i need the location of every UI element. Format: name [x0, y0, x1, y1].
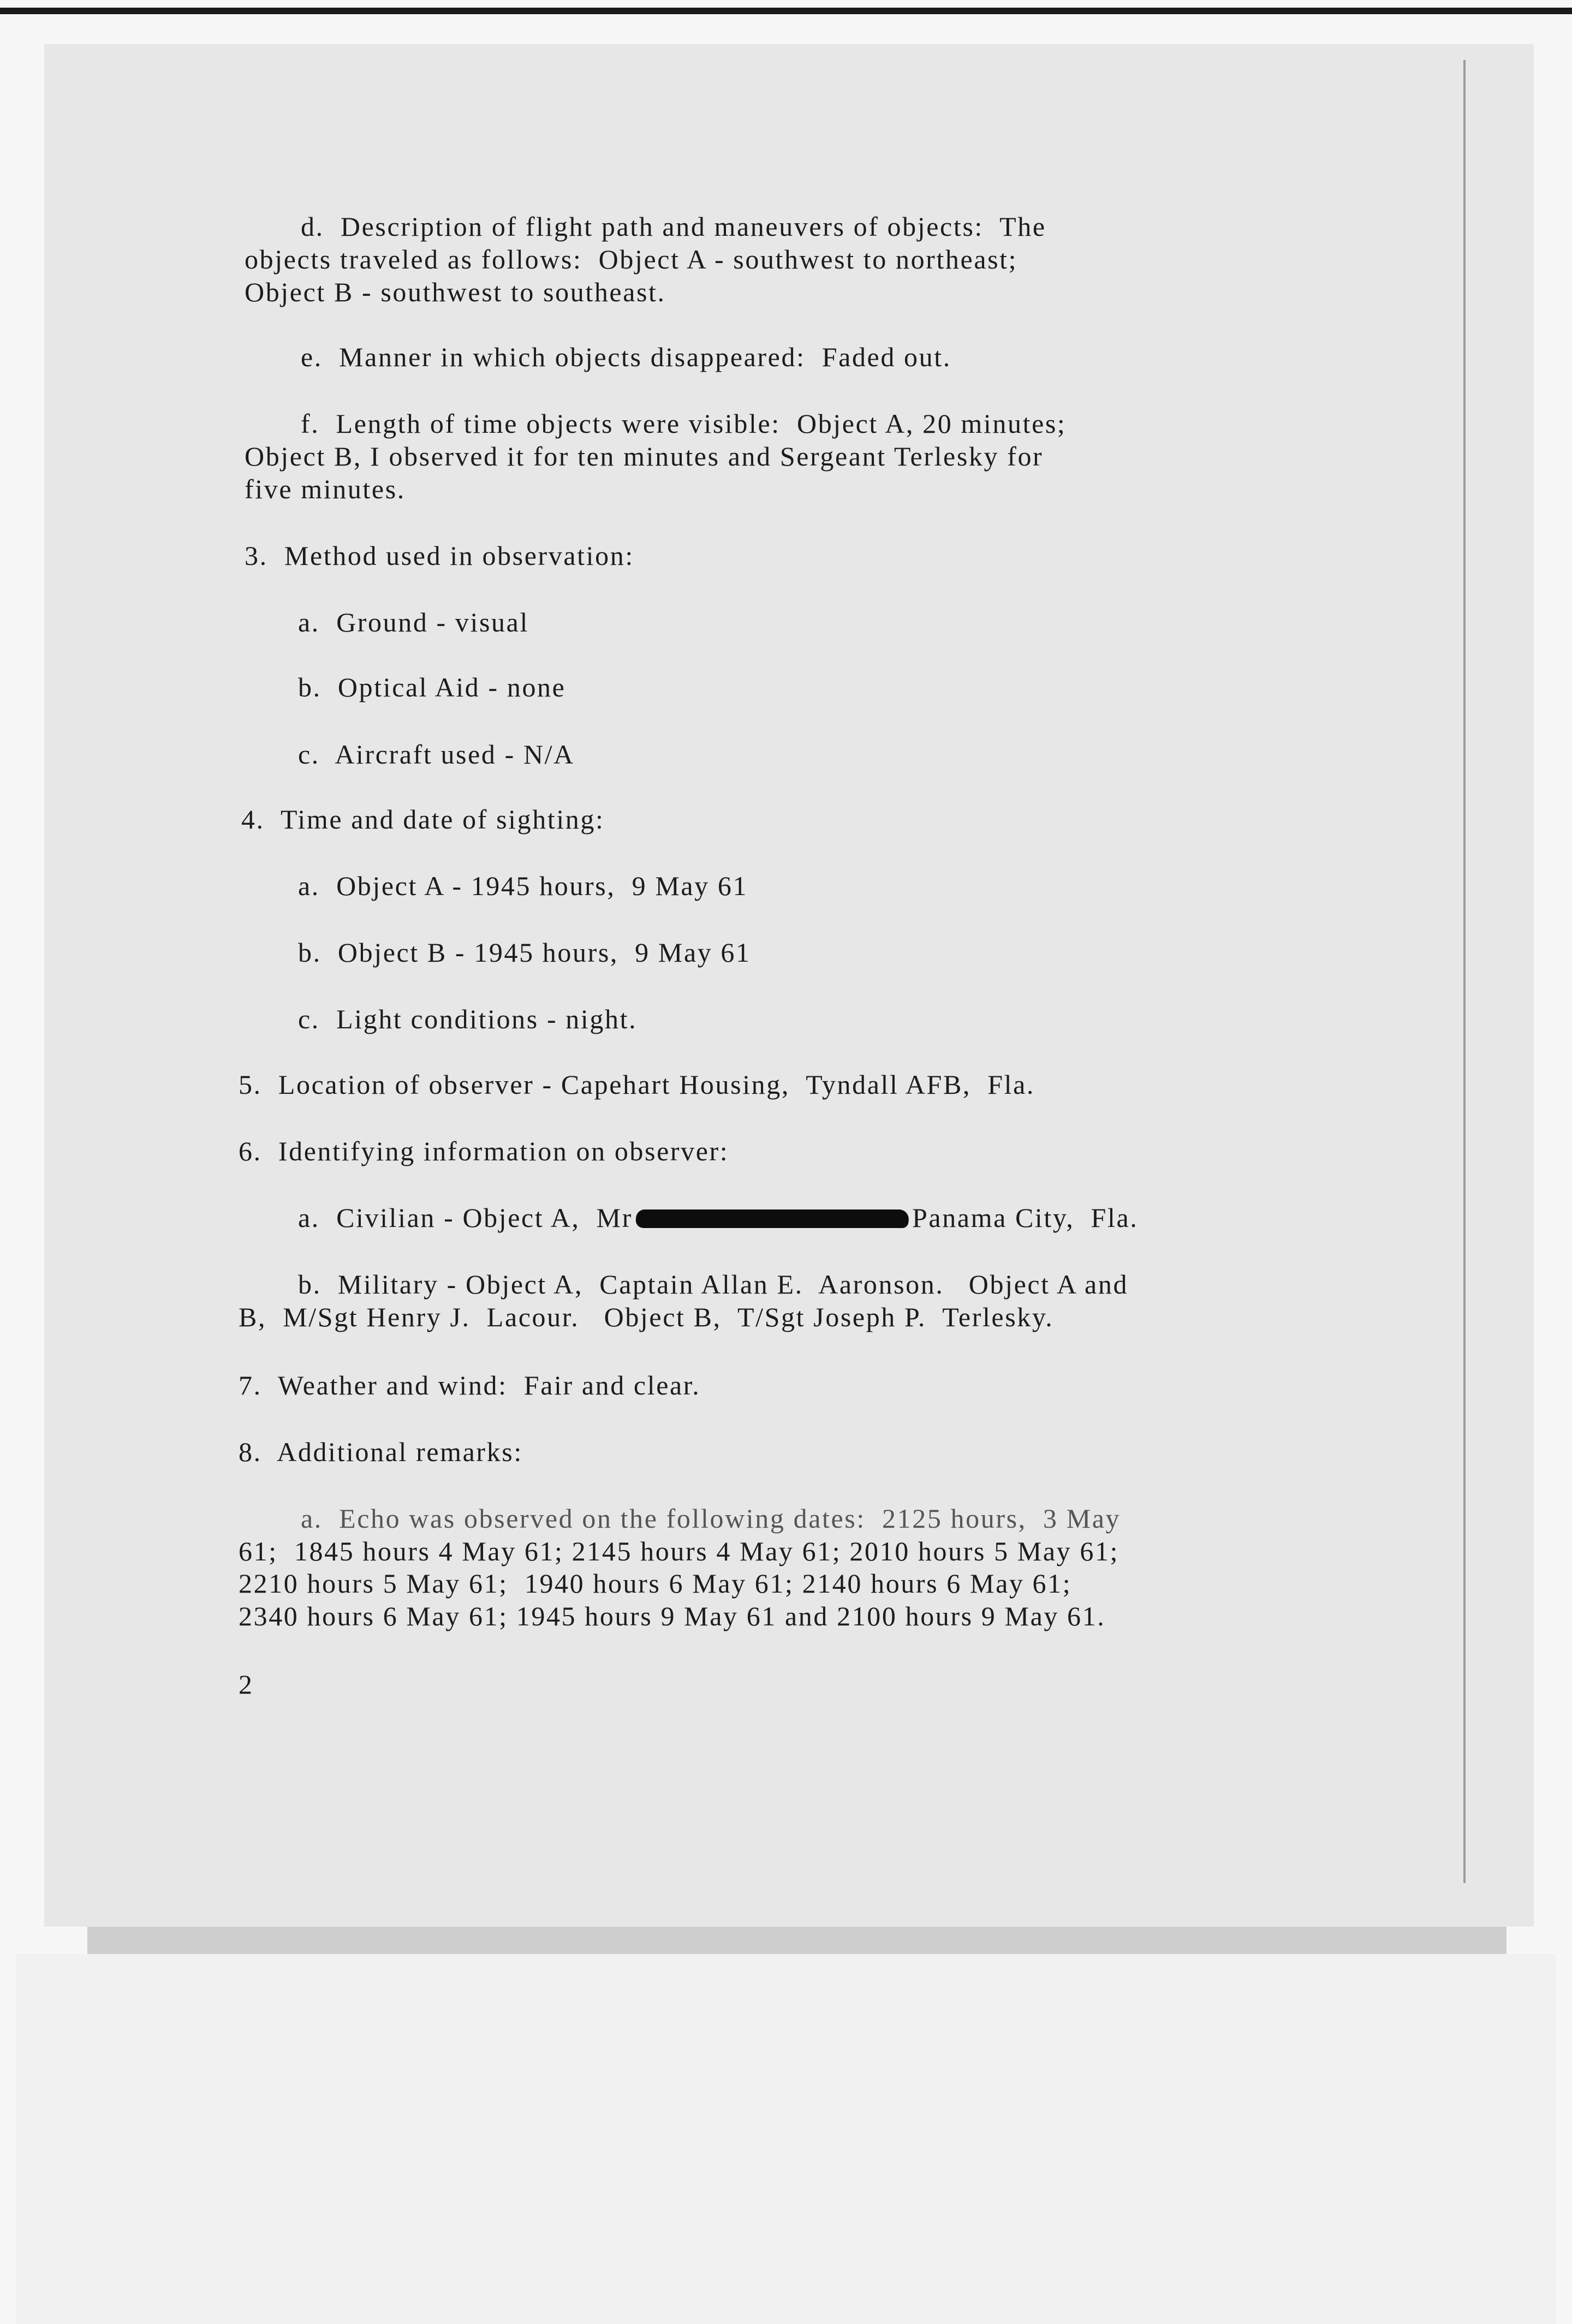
section-8-heading: 8. Additional remarks: [239, 1437, 523, 1467]
item-8a-line-3: 2210 hours 5 May 61; 1940 hours 6 May 61; 2140 hours 6 May 61; [239, 1568, 1072, 1599]
item-3a: a. Ground - visual [298, 607, 529, 637]
item-4b: b. Object B - 1945 hours, 9 May 61 [298, 937, 751, 968]
item-8a-line-4: 2340 hours 6 May 61; 1945 hours 9 May 61 and 2100 hours 9 May 61. [239, 1601, 1106, 1631]
item-8a-line-2: 61; 1845 hours 4 May 61; 2145 hours 4 May 61; 2010 hours 5 May 61; [239, 1536, 1120, 1566]
section-5: 5. Location of observer - Capehart Housing, Tyndall AFB, Fla. [239, 1069, 1035, 1100]
section-4-heading: 4. Time and date of sighting: [241, 804, 605, 835]
item-2d-line-3: Object B - southwest to southeast. [245, 277, 666, 307]
item-4a: a. Object A - 1945 hours, 9 May 61 [298, 871, 748, 901]
item-2f-line-3: five minutes. [245, 474, 406, 504]
scan-top-edge [0, 8, 1572, 14]
section-7: 7. Weather and wind: Fair and clear. [239, 1370, 701, 1401]
item-4c: c. Light conditions - night. [298, 1004, 638, 1034]
item-6a-text: a. Civilian - Object A, Mr [298, 1202, 633, 1233]
page-bottom-shadow [87, 1927, 1506, 1954]
section-6-heading: 6. Identifying information on observer: [239, 1136, 729, 1166]
redaction-mark [635, 1209, 910, 1228]
document-page [44, 44, 1534, 1927]
item-3b: b. Optical Aid - none [298, 672, 566, 702]
right-margin-line [1463, 60, 1466, 1883]
item-6a-location: Panama City, Fla. [912, 1202, 1139, 1233]
item-2f-line-1: f. Length of time objects were visible: Object A, 20 minutes; [301, 408, 1067, 439]
item-6b-line-1: b. Military - Object A, Captain Allan E. Aaronson. Object A and [298, 1269, 1129, 1300]
item-8a-line-1: a. Echo was observed on the following dates: 2125 hours, 3 May [301, 1503, 1121, 1534]
section-3-heading: 3. Method used in observation: [245, 540, 634, 571]
item-2d-line-1: d. Description of flight path and maneuvers of objects: The [301, 211, 1046, 242]
item-3c: c. Aircraft used - N/A [298, 739, 575, 770]
item-2d-line-2: objects traveled as follows: Object A - southwest to northeast; [245, 244, 1018, 275]
page-number: 2 [239, 1669, 254, 1700]
item-6b-line-2: B, M/Sgt Henry J. Lacour. Object B, T/Sgt Joseph P. Terlesky. [239, 1302, 1054, 1332]
scan-lower-area [16, 1954, 1556, 2324]
item-2f-line-2: Object B, I observed it for ten minutes and Sergeant Terlesky for [245, 441, 1044, 472]
item-2e: e. Manner in which objects disappeared: Faded out. [301, 342, 951, 372]
item-6a [298, 1201, 1138, 1234]
